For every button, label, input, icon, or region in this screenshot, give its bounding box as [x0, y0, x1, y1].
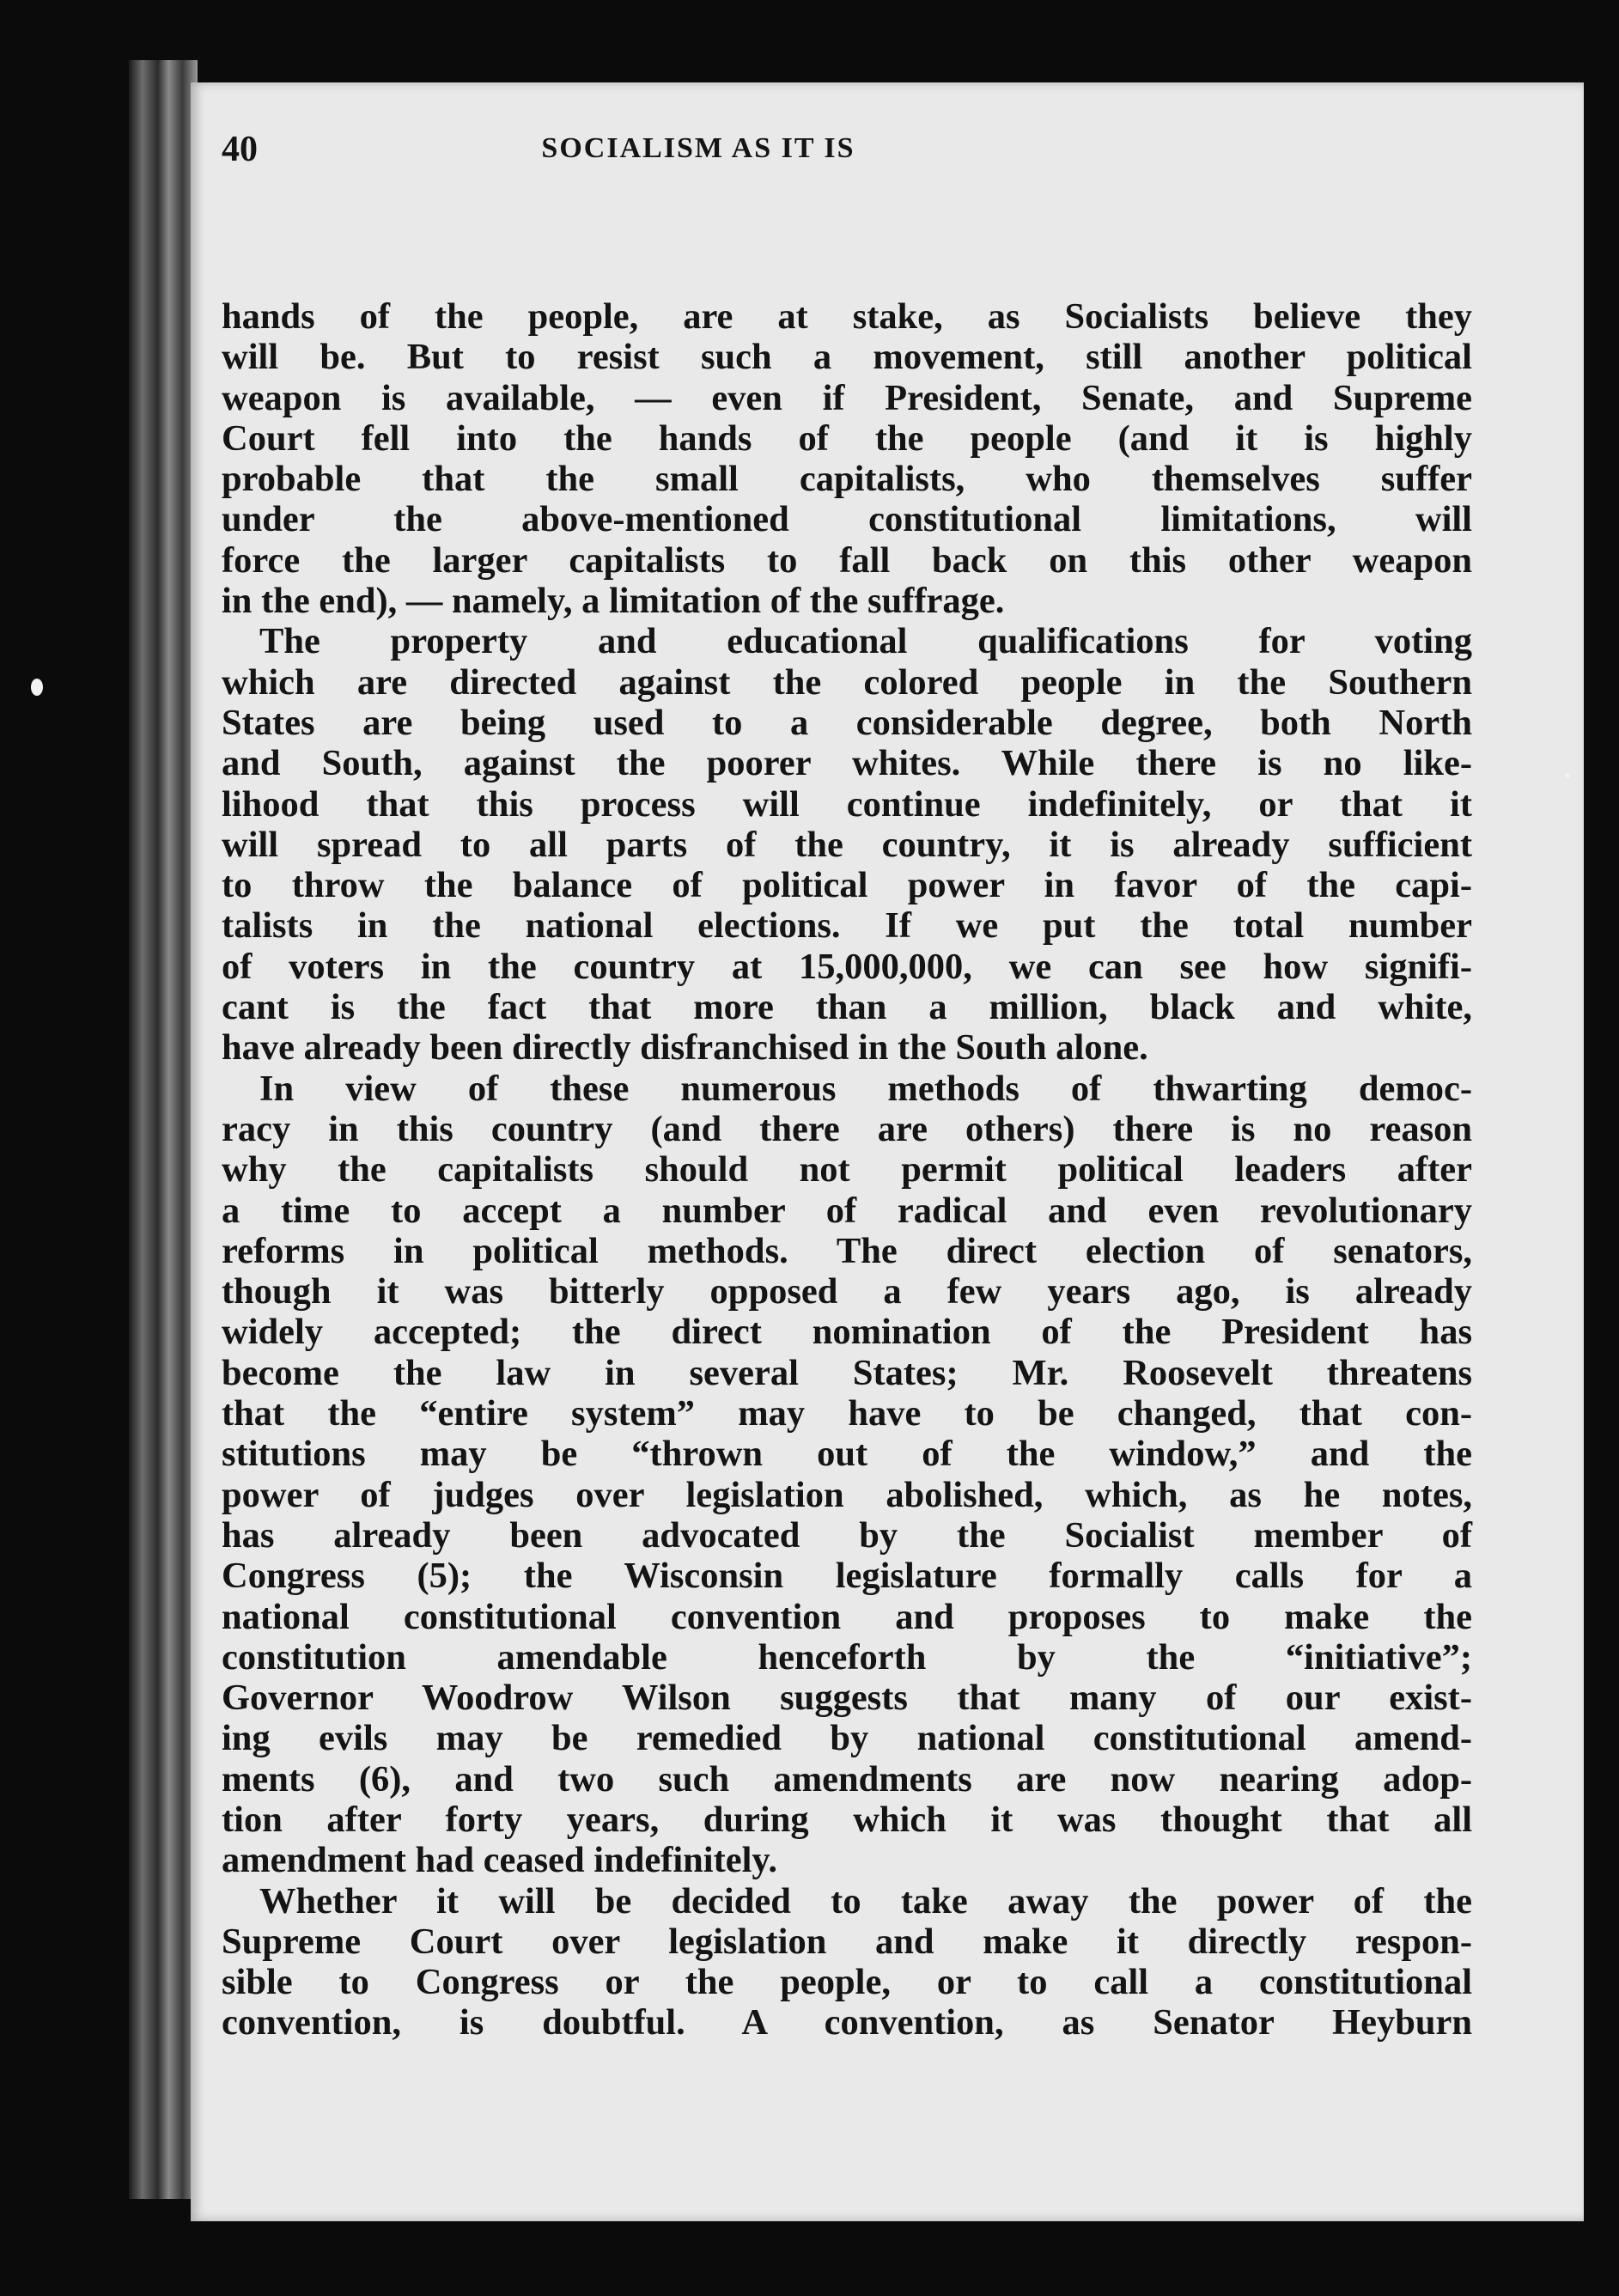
text-line: hands of the people, are at stake, as Socialists believe they — [222, 296, 1472, 337]
text-line: will spread to all parts of the country, it is already sufficient — [222, 824, 1472, 865]
text-line: which are directed against the colored people in the Southern — [222, 661, 1472, 703]
text-line: under the above-mentioned constitutional limitations, will — [222, 499, 1472, 540]
text-line: stitutions may be “thrown out of the window,” and the — [222, 1434, 1472, 1475]
text-line: ments (6), and two such amendments are now nearing adop- — [222, 1758, 1472, 1800]
text-line: amendment had ceased indefinitely. — [222, 1840, 777, 1881]
text-line: will be. But to resist such a movement, still another political — [222, 337, 1472, 378]
text-line: in the end), — namely, a limitation of the suffrage. — [222, 581, 1005, 622]
page-number: 40 — [222, 130, 258, 169]
text-line: why the capitalists should not permit political leaders after — [222, 1149, 1472, 1191]
text-line: widely accepted; the direct nomination of the President has — [222, 1312, 1472, 1353]
text-line: Governor Woodrow Wilson suggests that many of our exist- — [222, 1678, 1472, 1719]
body-text — [222, 296, 1472, 2043]
scan-speck — [1565, 773, 1570, 778]
text-line: probable that the small capitalists, who themselves suffer — [222, 459, 1472, 500]
text-line: though it was bitterly opposed a few years ago, is already — [222, 1271, 1472, 1312]
text-line: ing evils may be remedied by national constitutional amend- — [222, 1718, 1472, 1759]
text-line: lihood that this process will continue indefinitely, or that it — [222, 783, 1472, 825]
text-line: talists in the national elections. If we put the total number — [222, 905, 1472, 947]
text-line: and South, against the poorer whites. While there is no like- — [222, 743, 1472, 784]
page-header — [222, 129, 1175, 189]
text-line: Court fell into the hands of the people (and it is highly — [222, 417, 1472, 459]
text-line: have already been directly disfranchised in the South alone. — [222, 1027, 1148, 1069]
text-line: a time to accept a number of radical and even revolutionary — [222, 1190, 1472, 1231]
text-line: power of judges over legislation abolished, which, as he notes, — [222, 1474, 1472, 1515]
text-line: Supreme Court over legislation and make it directly respon- — [222, 1921, 1472, 1962]
text-line: The property and educational qualifications for voting — [259, 621, 1472, 662]
text-line: force the larger capitalists to fall back on this other weapon — [222, 539, 1472, 581]
text-line: reforms in political methods. The direct election of senators, — [222, 1230, 1472, 1271]
text-line: weapon is available, — even if President, Senate, and Supreme — [222, 377, 1472, 418]
text-line: Congress (5); the Wisconsin legislature formally calls for a — [222, 1556, 1472, 1597]
text-line: Whether it will be decided to take away the power of the — [259, 1880, 1472, 1921]
text-line: tion after forty years, during which it was thought that all — [222, 1799, 1472, 1840]
text-line: constitution amendable henceforth by the “initiative”; — [222, 1636, 1472, 1678]
text-line: cant is the fact that more than a million, black and white, — [222, 987, 1472, 1028]
book-binding — [129, 60, 198, 2199]
text-line: national constitutional convention and proposes to make the — [222, 1596, 1472, 1637]
text-line: has already been advocated by the Socialist member of — [222, 1514, 1472, 1556]
text-line: of voters in the country at 15,000,000, we can see how signifi- — [222, 946, 1472, 987]
text-line: to throw the balance of political power in favor of the capi- — [222, 865, 1472, 906]
running-head: SOCIALISM AS IT IS — [541, 132, 855, 164]
text-line: States are being used to a considerable degree, both North — [222, 702, 1472, 743]
text-line: become the law in several States; Mr. Roosevelt threatens — [222, 1352, 1472, 1393]
text-line: racy in this country (and there are others) there is no reason — [222, 1108, 1472, 1149]
scan-speck — [31, 679, 43, 696]
text-line: convention, is doubtful. A convention, as Senator Heyburn — [222, 2002, 1472, 2043]
text-line: sible to Congress or the people, or to call a constitutional — [222, 1962, 1472, 2003]
text-line: In view of these numerous methods of thwarting democ- — [259, 1068, 1472, 1109]
text-line: that the “entire system” may have to be changed, that con- — [222, 1393, 1472, 1434]
